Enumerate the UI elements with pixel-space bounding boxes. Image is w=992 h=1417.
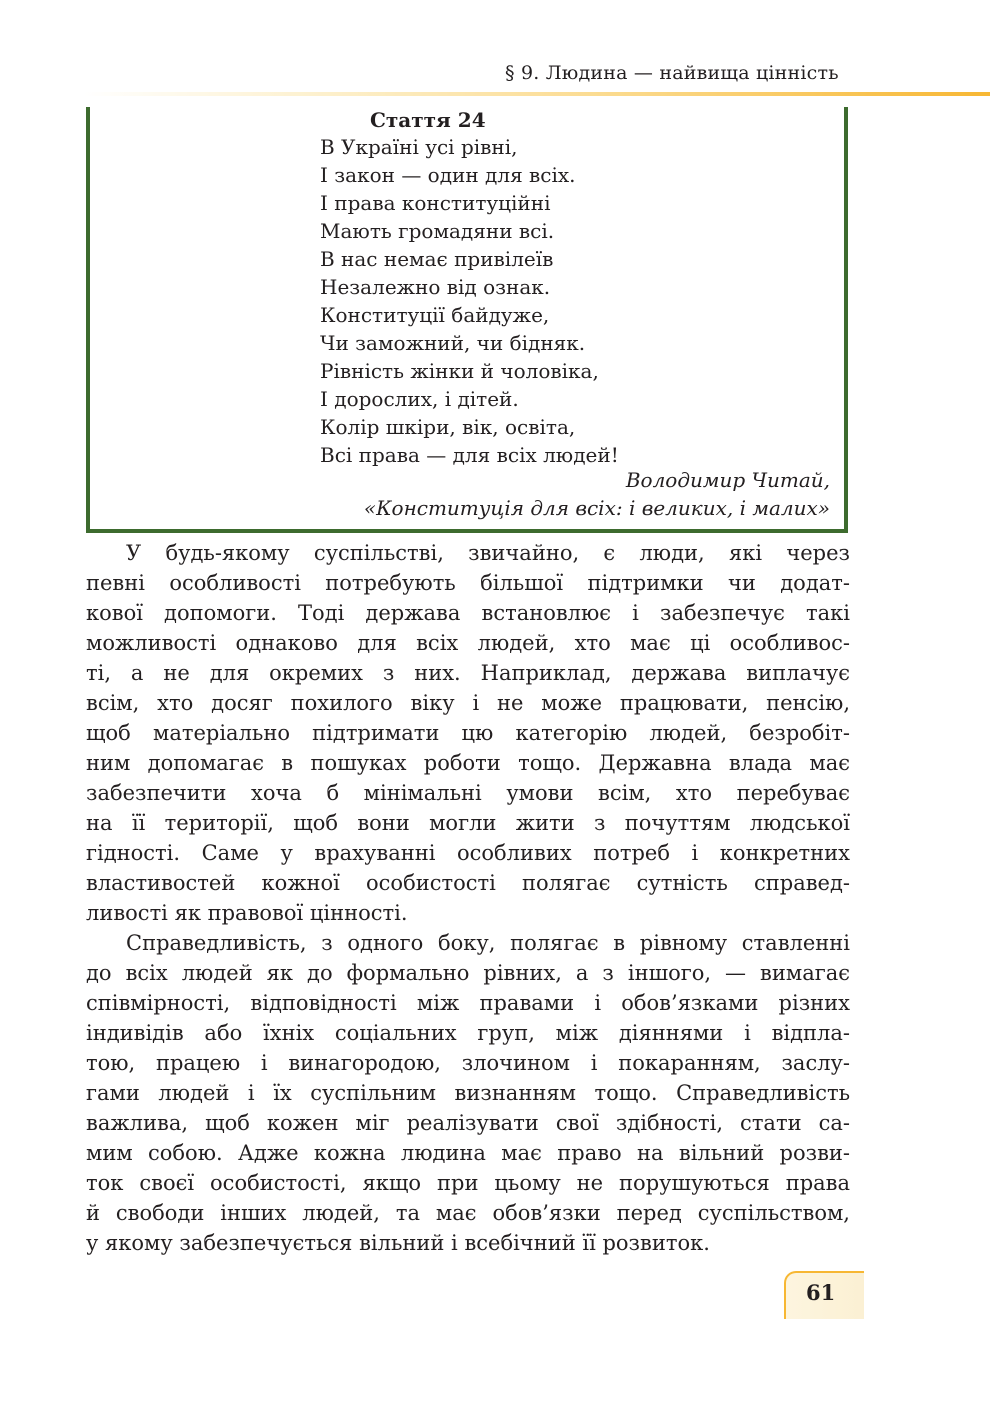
text-line: співмірності, відповідності між правами і обов’язками різних	[86, 991, 850, 1015]
poem-line: Незалежно від ознак.	[320, 275, 551, 299]
running-head: § 9. Людина — найвища цінність	[505, 62, 839, 84]
poem-line: Конституції байдуже,	[320, 303, 550, 327]
text-line: ті, а не для окремих з них. Наприклад, держава виплачує	[86, 661, 850, 685]
poem-line: Колір шкіри, вік, освіта,	[320, 415, 576, 439]
text-line: гідності. Саме у врахуванні особливих потреб і конкретних	[86, 841, 850, 865]
paragraph-1	[86, 538, 850, 928]
text-line: кової допомоги. Тоді держава встановлює і забезпечує такі	[86, 601, 850, 625]
text-line: індивідів або їхніх соціальних груп, між діяннями і відпла-	[86, 1021, 850, 1045]
poem-line: В Україні усі рівні,	[320, 135, 518, 159]
header-rule	[84, 92, 990, 96]
poem-line: Всі права — для всіх людей!	[320, 443, 619, 467]
text-line: й свободи інших людей, та має обов’язки перед суспільством,	[86, 1201, 850, 1225]
text-line: до всіх людей як до формально рівних, а з іншого, — вимагає	[86, 961, 850, 985]
poem-line: І закон — один для всіх.	[320, 163, 576, 187]
text-line: ток своєї особистості, якщо при цьому не порушуються права	[86, 1171, 850, 1195]
text-line: тою, працею і винагородою, злочином і покаранням, заслу-	[86, 1051, 850, 1075]
poem-line: І дорослих, і дітей.	[320, 387, 519, 411]
text-line: мим собою. Адже кожна людина має право на вільний розви-	[86, 1141, 850, 1165]
text-line: всім, хто досяг похилого віку і не може працювати, пенсію,	[86, 691, 850, 715]
poem-line: В нас немає привілеїв	[320, 247, 554, 271]
text-line: важлива, щоб кожен міг реалізувати свої здібності, стати са-	[86, 1111, 850, 1135]
poem-line: Рівність жінки й чоловіка,	[320, 359, 599, 383]
poem-lines	[320, 133, 619, 469]
text-line: гами людей і їх суспільним визнанням тощо. Справедливість	[86, 1081, 850, 1105]
text-line: властивостей кожної особистості полягає сутність справед-	[86, 871, 850, 895]
text-line: певні особливості потребують більшої підтримки чи додат-	[86, 571, 850, 595]
text-line: ливості як правової цінності.	[86, 901, 408, 925]
poem-title: Стаття 24	[370, 108, 486, 132]
text-line: забезпечити хоча б мінімальні умови всім, хто перебуває	[86, 781, 850, 805]
paragraph-2	[86, 928, 850, 1258]
poem-source: «Конституція для всіх: і великих, і малих»	[363, 496, 830, 520]
poem-line: Чи заможний, чи бідняк.	[320, 331, 586, 355]
poem-line: І права конституційні	[320, 191, 551, 215]
text-line: ним допомагає в пошуках роботи тощо. Державна влада має	[86, 751, 850, 775]
text-line: у якому забезпечується вільний і всебічний її розвиток.	[86, 1231, 710, 1255]
poem-line: Мають громадяни всі.	[320, 219, 555, 243]
text-line: щоб матеріально підтримати цю категорію людей, безробіт-	[86, 721, 850, 745]
text-line: У будь-якому суспільстві, звичайно, є люди, які через	[126, 541, 850, 565]
text-line: Справедливість, з одного боку, полягає в рівному ставленні	[126, 931, 850, 955]
poem-author: Володимир Читай,	[625, 468, 830, 492]
page-number: 61	[806, 1280, 836, 1305]
text-line: можливості однаково для всіх людей, хто має ці особливос-	[86, 631, 850, 655]
text-line: на її території, щоб вони могли жити з почуттям людської	[86, 811, 850, 835]
